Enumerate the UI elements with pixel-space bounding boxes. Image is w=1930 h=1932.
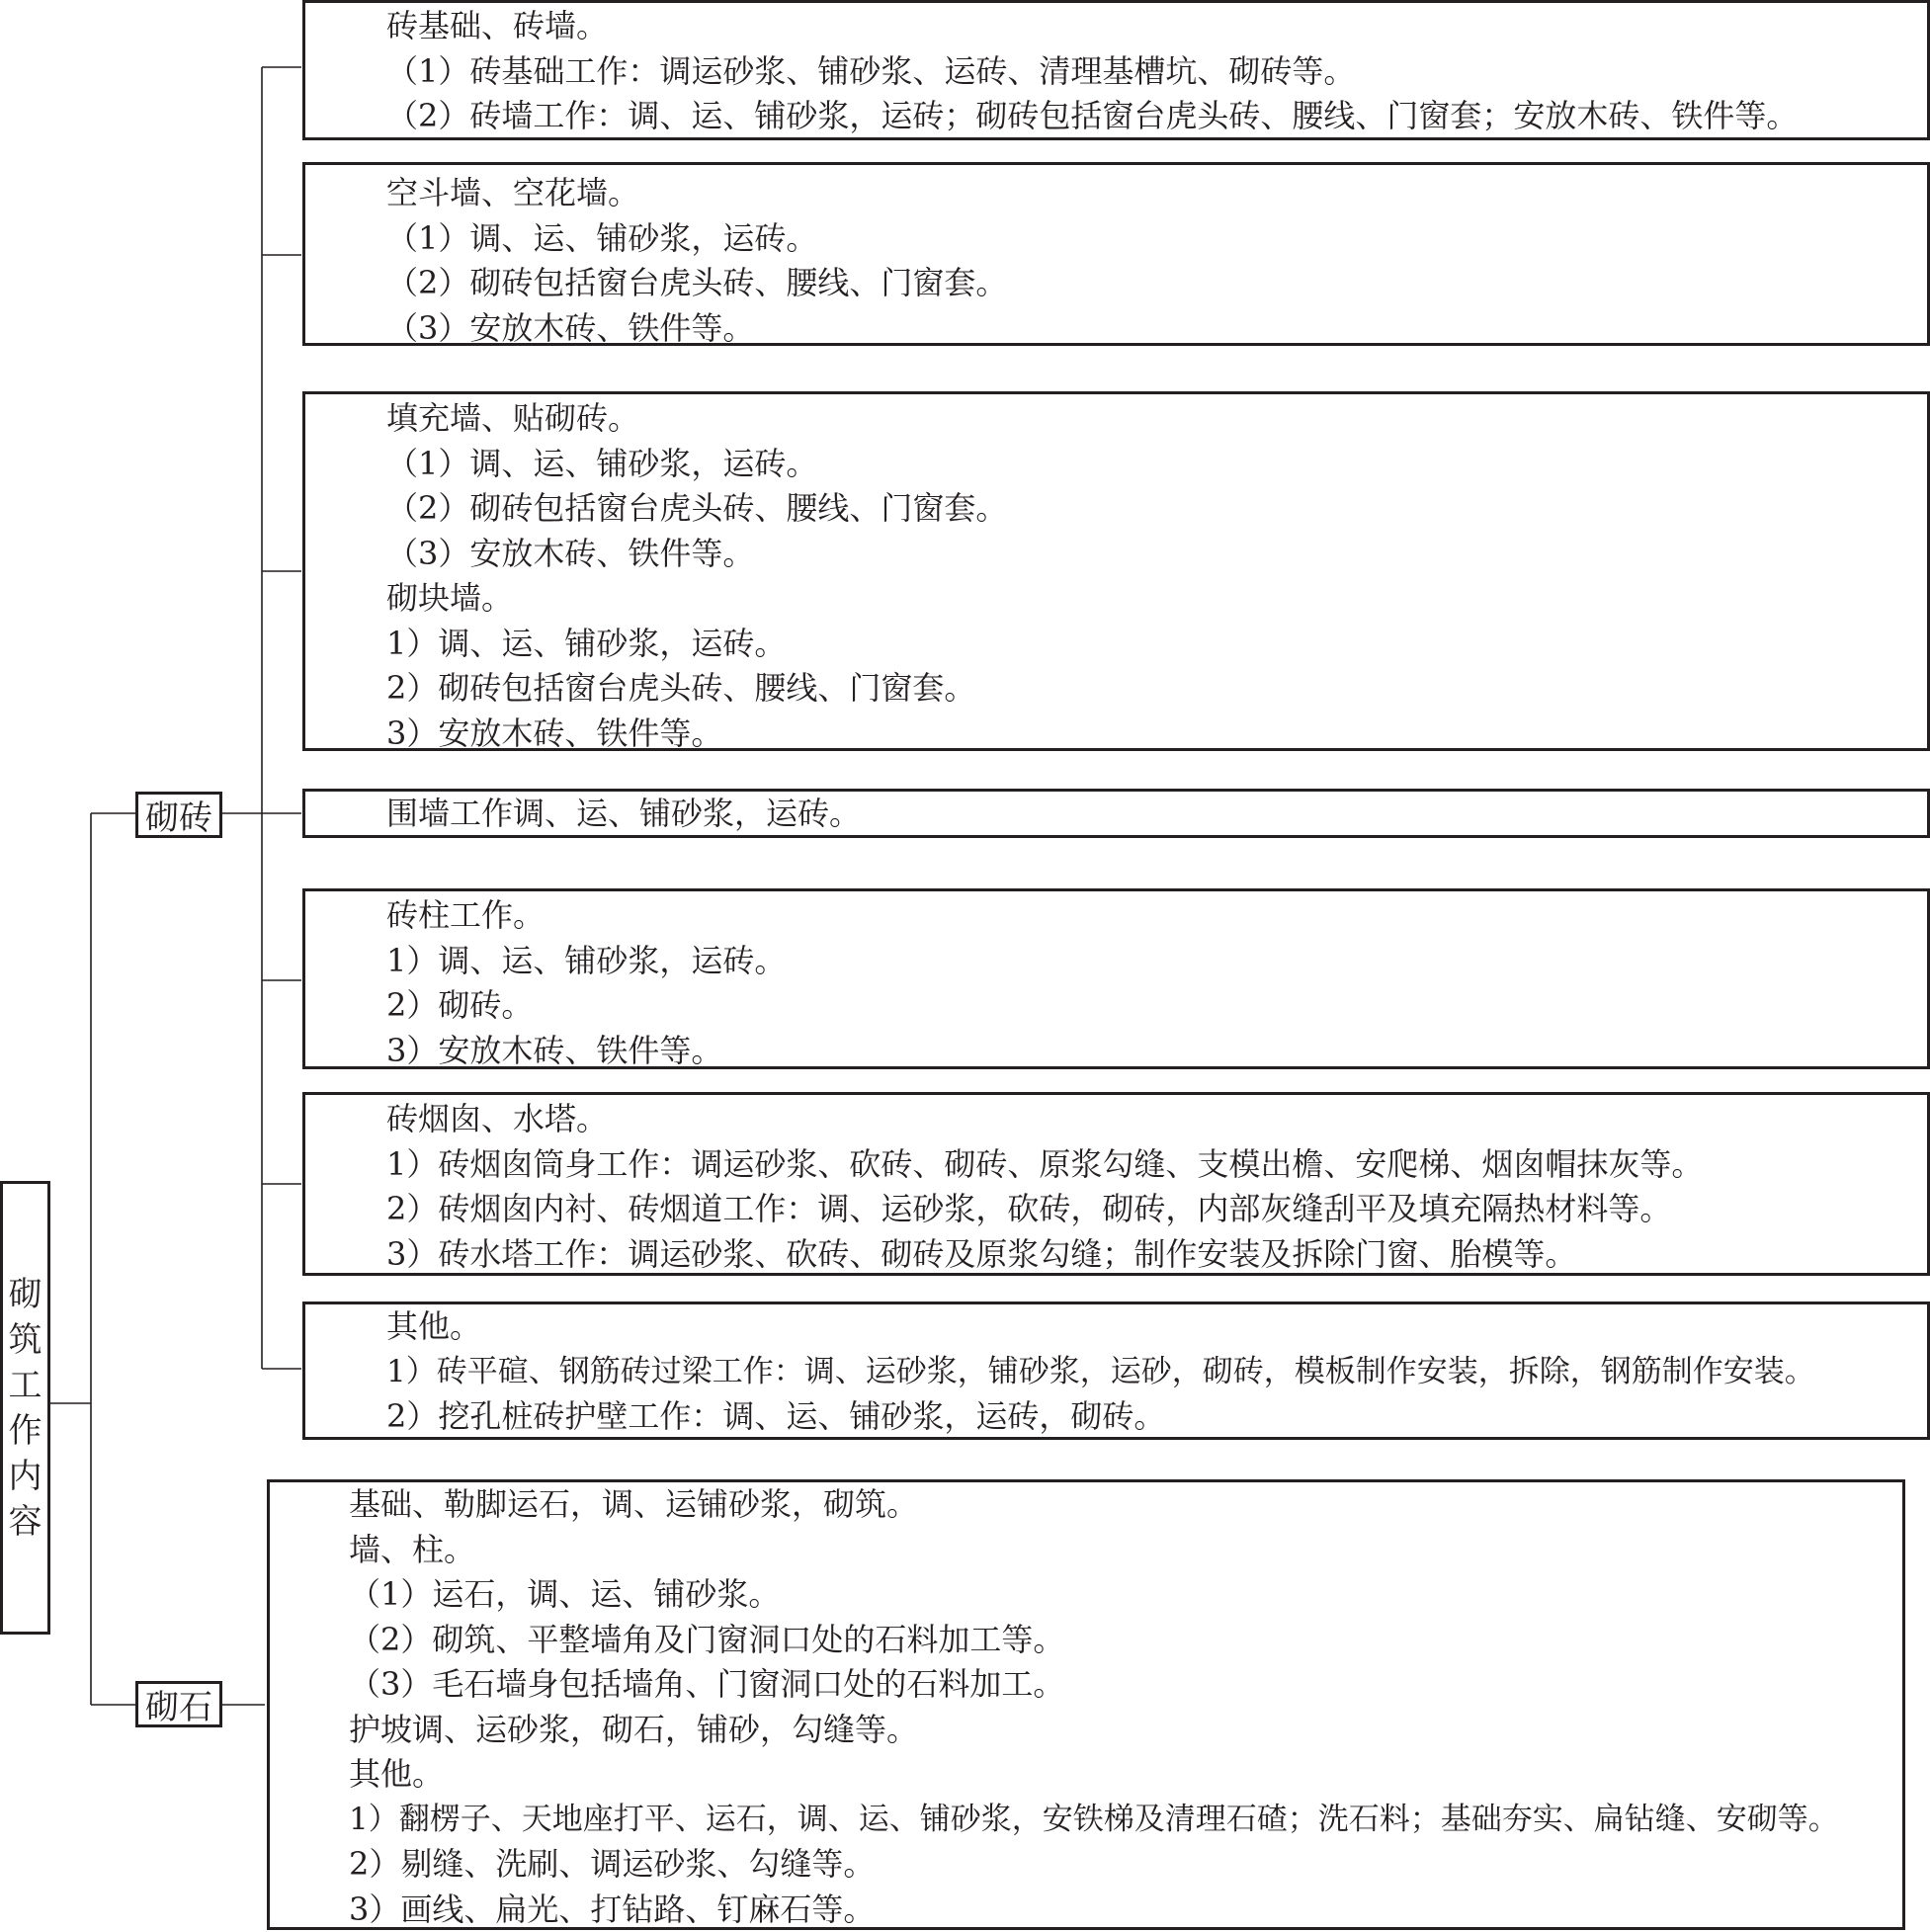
text-line: 其他。 [349, 1752, 1839, 1798]
root-label-char: 容 [9, 1499, 42, 1545]
text-line: 2）砖烟囱内衬、砖烟道工作：调、运砂浆，砍砖，砌砖，内部灰缝刮平及填充隔热材料等。 [386, 1187, 1703, 1232]
text-line: 1）调、运、铺砂浆，运砖。 [386, 939, 786, 984]
text-line: （1）调、运、铺砂浆，运砖。 [386, 442, 1007, 487]
text-line: 1）翻楞子、天地座打平、运石，调、运、铺砂浆，安铁梯及清理石碴；洗石料；基础夯实、扁钻缝、安砌等。 [349, 1798, 1839, 1843]
text-line: 2）砌砖包括窗台虎头砖、腰线、门窗套。 [386, 666, 1007, 712]
root-label-char: 筑 [9, 1317, 42, 1363]
root-label-char: 内 [9, 1454, 42, 1499]
text-line: （3）安放木砖、铁件等。 [386, 532, 1007, 577]
brick-box-other [302, 1302, 1930, 1440]
text-line: 护坡调、运砂浆，砌石，铺砂，勾缝等。 [349, 1708, 1839, 1753]
brick-box-column [302, 888, 1930, 1069]
text-line: 3）画线、扁光、打钻路、钉麻石等。 [349, 1888, 1839, 1932]
text-line: 砌块墙。 [386, 576, 1007, 622]
text-line: 围墙工作调、运、铺砂浆，运砖。 [386, 792, 861, 837]
text-line: （2）砌砖包括窗台虎头砖、腰线、门窗套。 [386, 261, 1007, 306]
text-line: 基础、勒脚运石，调、运铺砂浆，砌筑。 [349, 1482, 1839, 1528]
text-line: （2）砌筑、平整墙角及门窗洞口处的石料加工等。 [349, 1618, 1839, 1663]
text-line: 砖基础、砖墙。 [386, 4, 1798, 49]
text-line: 砖烟囱、水塔。 [386, 1097, 1703, 1142]
text-line: 砖柱工作。 [386, 893, 786, 939]
text-line: （1）砖基础工作：调运砂浆、铺砂浆、运砖、清理基槽坑、砌砖等。 [386, 49, 1798, 95]
text-line: 其他。 [386, 1304, 1815, 1350]
category-label-brick: 砌砖 [135, 792, 222, 838]
brick-box-infill-wall [302, 391, 1930, 751]
text-line: （2）砖墙工作：调、运、铺砂浆，运砖；砌砖包括窗台虎头砖、腰线、门窗套；安放木砖、铁件等。 [386, 94, 1798, 139]
brick-box-foundation-wall [302, 0, 1930, 140]
text-line: （3）安放木砖、铁件等。 [386, 306, 1007, 352]
text-line: 空斗墙、空花墙。 [386, 171, 1007, 216]
text-line: （1）调、运、铺砂浆，运砖。 [386, 216, 1007, 262]
text-line: （3）毛石墙身包括墙角、门窗洞口处的石料加工。 [349, 1662, 1839, 1708]
text-line: （1）运石，调、运、铺砂浆。 [349, 1572, 1839, 1618]
text-line: 2）砌砖。 [386, 983, 786, 1029]
brick-box-hollow-wall [302, 162, 1930, 346]
brick-box-chimney [302, 1092, 1930, 1276]
text-line: （2）砌砖包括窗台虎头砖、腰线、门窗套。 [386, 486, 1007, 532]
root-label [0, 1181, 50, 1635]
text-line: 填充墙、贴砌砖。 [386, 396, 1007, 442]
text-line: 3）砖水塔工作：调运砂浆、砍砖、砌砖及原浆勾缝；制作安装及拆除门窗、胎模等。 [386, 1232, 1703, 1278]
brick-box-enclosure-wall [302, 789, 1930, 838]
category-label-stone: 砌石 [135, 1681, 222, 1727]
root-label-char: 砌 [9, 1272, 42, 1317]
text-line: 2）剔缝、洗刷、调运砂浆、勾缝等。 [349, 1842, 1839, 1888]
text-line: 墙、柱。 [349, 1528, 1839, 1573]
root-label-char: 作 [9, 1408, 42, 1454]
text-line: 2）挖孔桩砖护壁工作：调、运、铺砂浆，运砖，砌砖。 [386, 1394, 1815, 1440]
root-label-char: 工 [9, 1363, 42, 1408]
text-line: 1）调、运、铺砂浆，运砖。 [386, 622, 1007, 667]
text-line: 1）砖烟囱筒身工作：调运砂浆、砍砖、砌砖、原浆勾缝、支模出檐、安爬梯、烟囱帽抹灰等。 [386, 1142, 1703, 1188]
stone-box [267, 1479, 1905, 1930]
text-line: 3）安放木砖、铁件等。 [386, 1029, 786, 1074]
text-line: 3）安放木砖、铁件等。 [386, 712, 1007, 757]
text-line: 1）砖平碹、钢筋砖过梁工作：调、运砂浆，铺砂浆，运砂，砌砖，模板制作安装，拆除，钢筋制作安装。 [386, 1350, 1815, 1395]
